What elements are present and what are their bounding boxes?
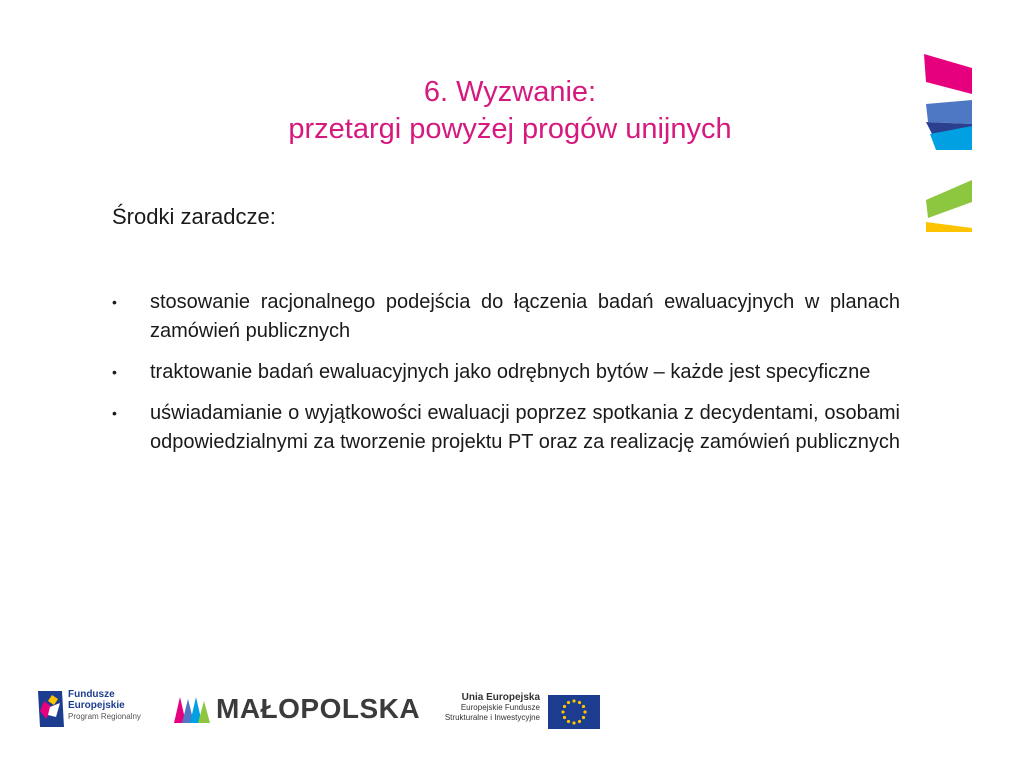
stripe-green	[926, 180, 972, 218]
bullet-marker: •	[112, 364, 117, 380]
bullet-item	[112, 399, 900, 457]
title-line-1: 6. Wyzwanie:	[423, 76, 597, 108]
brand-stripes-decoration	[924, 52, 974, 234]
eu-line-3: Strukturalne i Inwestycyjne	[444, 713, 540, 722]
bullet-marker: •	[112, 405, 117, 421]
fundusze-star-icon	[36, 687, 66, 731]
unia-europejska-logo	[444, 693, 604, 733]
bullet-text: uświadamianie o wyjątkowości ewaluacji poprzez spotkania z decydentami, osobami odpowiedzialnymi za tworzenie projektu PT oraz za realizację zamówień publicznych	[150, 402, 900, 453]
bullet-list	[112, 288, 900, 469]
eu-line-1: Unia Europejska	[461, 692, 540, 703]
bullet-text: traktowanie badań ewaluacyjnych jako odrębnych bytów – każde jest specyficzne	[150, 361, 871, 383]
footer-logos	[36, 685, 616, 735]
stripe-magenta	[924, 54, 972, 94]
malopolska-logo	[172, 689, 421, 729]
slide-title	[150, 74, 870, 148]
fundusze-line-1: Fundusze	[68, 689, 115, 700]
section-heading: Środki zaradcze:	[112, 204, 276, 229]
fundusze-line-3: Program Regionalny	[68, 712, 141, 721]
stripe-yellow	[926, 222, 972, 232]
bullet-item	[112, 288, 900, 346]
eu-flag-icon	[548, 695, 600, 729]
bullet-marker: •	[112, 294, 117, 310]
fundusze-line-2: Europejskie	[68, 700, 125, 711]
bullet-text: stosowanie racjonalnego podejścia do łączenia badań ewaluacyjnych w planach zamówień publicznych	[150, 291, 900, 342]
eu-line-2: Europejskie Fundusze	[460, 703, 540, 712]
malopolska-m-icon	[172, 689, 212, 729]
fundusze-europejskie-logo	[36, 687, 146, 731]
title-line-2: przetargi powyżej progów unijnych	[288, 113, 732, 145]
stripe-blue	[926, 100, 972, 124]
malopolska-wordmark: MAŁOPOLSKA	[216, 693, 421, 724]
bullet-item	[112, 358, 900, 387]
